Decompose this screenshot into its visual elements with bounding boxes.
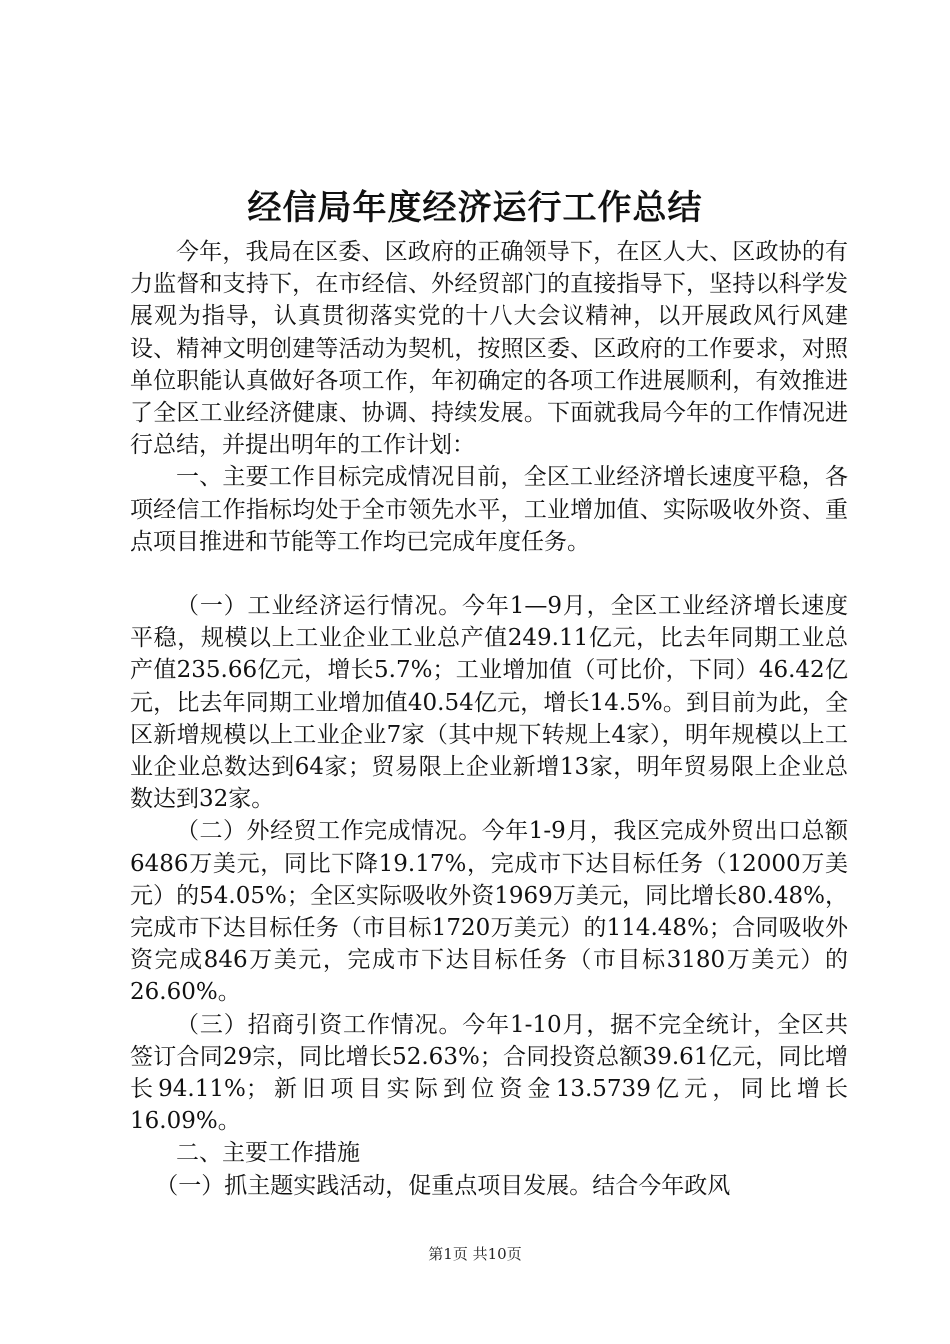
paragraph-industrial-economy: （一）工业经济运行情况。今年1—9月，全区工业经济增长速度平稳，规模以上工业企业工业总产值249.11亿元，比去年同期工业总产值235.66亿元，增长5.7%；工业增加值（可比价，下同）46.42亿元，比去年同期工业增加值40.54亿元，增长14.5%。到目前为此，全区新增规模以上工业企业7家（其中规下转规上4家），明年规模以上工业企业总数达到64家；贸易限上企业新增13家，明年贸易限上企业总数达到32家。 <box>130 593 848 813</box>
paragraph-intro: 今年，我局在区委、区政府的正确领导下，在区人大、区政协的有力监督和支持下，在市经信、外经贸部门的直接指导下，坚持以科学发展观为指导，认真贯彻落实党的十八大会议精神，以开展政风行风建设、精神文明创建等活动为契机，按照区委、区政府的工作要求，对照单位职能认真做好各项工作，年初确定的各项工作进展顺利，有效推进了全区工业经济健康、协调、持续发展。下面就我局今年的工作情况进行总结，并提出明年的工作计划： <box>130 239 848 459</box>
paragraph-section-1: 一、主要工作目标完成情况目前，全区工业经济增长速度平稳，各项经信工作指标均处于全市领先水平，工业增加值、实际吸收外资、重点项目推进和节能等工作均已完成年度任务。 <box>130 464 848 555</box>
paragraph-measures-1: （一）抓主题实践活动，促重点项目发展。结合今年政风 <box>155 1172 731 1199</box>
paragraph-foreign-trade: （二）外经贸工作完成情况。今年1-9月，我区完成外贸出口总额6486万美元，同比下降19.17%，完成市下达目标任务（12000万美元）的54.05%；全区实际吸收外资1969万美元，同比增长80.48%，完成市下达目标任务（市目标1720万美元）的114.48%；合同吸收外资完成846万美元，完成市下达目标任务（市目标3180万美元）的26.60%。 <box>130 818 848 1006</box>
heading-section-2: 二、主要工作措施 <box>176 1140 360 1167</box>
document-body <box>130 236 848 1202</box>
document-title: 经信局年度经济运行工作总结 <box>247 188 703 228</box>
paragraph-investment: （三）招商引资工作情况。今年1-10月，据不完全统计，全区共签订合同29宗，同比增长52.63%；合同投资总额39.61亿元，同比增长94.11%；新旧项目实际到位资金13.5739亿元，同比增长16.09%。 <box>130 1011 848 1135</box>
page-number-footer: 第1页 共10页 <box>428 1245 522 1263</box>
